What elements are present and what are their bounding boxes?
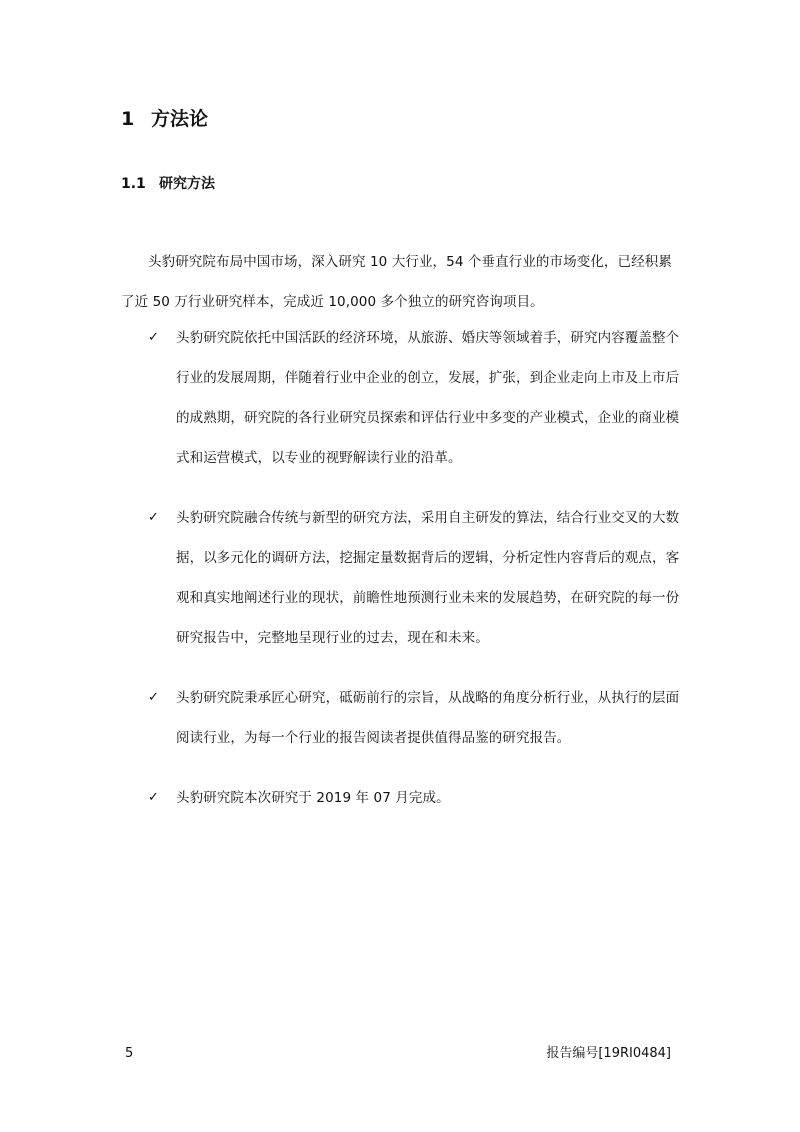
bullet-list: [0, 318, 800, 838]
list-item: [0, 498, 800, 658]
list-item: [0, 678, 800, 758]
section-heading: [121, 104, 208, 134]
page-number: 5: [125, 1046, 134, 1061]
checkmark-icon: ✓: [148, 510, 159, 525]
subsection-heading: [121, 172, 215, 196]
checkmark-icon: ✓: [148, 330, 159, 345]
list-item-text: 头豹研究院本次研究于 2019 年 07 月完成。: [176, 790, 450, 806]
list-item-text: 头豹研究院融合传统与新型的研究方法，采用自主研发的算法，结合行业交叉的大数据，以多元化的调研方法，挖掘定量数据背后的逻辑，分析定性内容背后的观点，客观和真实地阐述行业的现状，前瞻性地预测行业未来的发展趋势，在研究院的每一份研究报告中，完整地呈现行业的过去，现在和未来。: [176, 510, 680, 646]
subsection-title: 研究方法: [159, 176, 215, 192]
section-number: 1: [121, 108, 135, 130]
subsection-number: 1.1: [121, 176, 146, 192]
checkmark-icon: ✓: [148, 690, 159, 705]
list-item: [0, 318, 800, 478]
checkmark-icon: ✓: [148, 790, 159, 805]
report-number: 报告编号[19RI0484]: [546, 1046, 671, 1061]
intro-paragraph: 头豹研究院布局中国市场，深入研究 10 大行业，54 个垂直行业的市场变化，已经积累了近 50 万行业研究样本，完成近 10,000 多个独立的研究咨询项目。: [121, 253, 672, 310]
section-title: 方法论: [151, 108, 209, 130]
list-item-text: 头豹研究院秉承匠心研究，砥砺前行的宗旨，从战略的角度分析行业，从执行的层面阅读行业，为每一个行业的报告阅读者提供值得品鉴的研究报告。: [176, 690, 680, 746]
list-item-text: 头豹研究院依托中国活跃的经济环境，从旅游、婚庆等领域着手，研究内容覆盖整个行业的发展周期，伴随着行业中企业的创立，发展，扩张，到企业走向上市及上市后的成熟期，研究院的各行业研究员探索和评估行业中多变的产业模式，企业的商业模式和运营模式，以专业的视野解读行业的沿革。: [176, 330, 680, 466]
list-item: [0, 778, 800, 818]
